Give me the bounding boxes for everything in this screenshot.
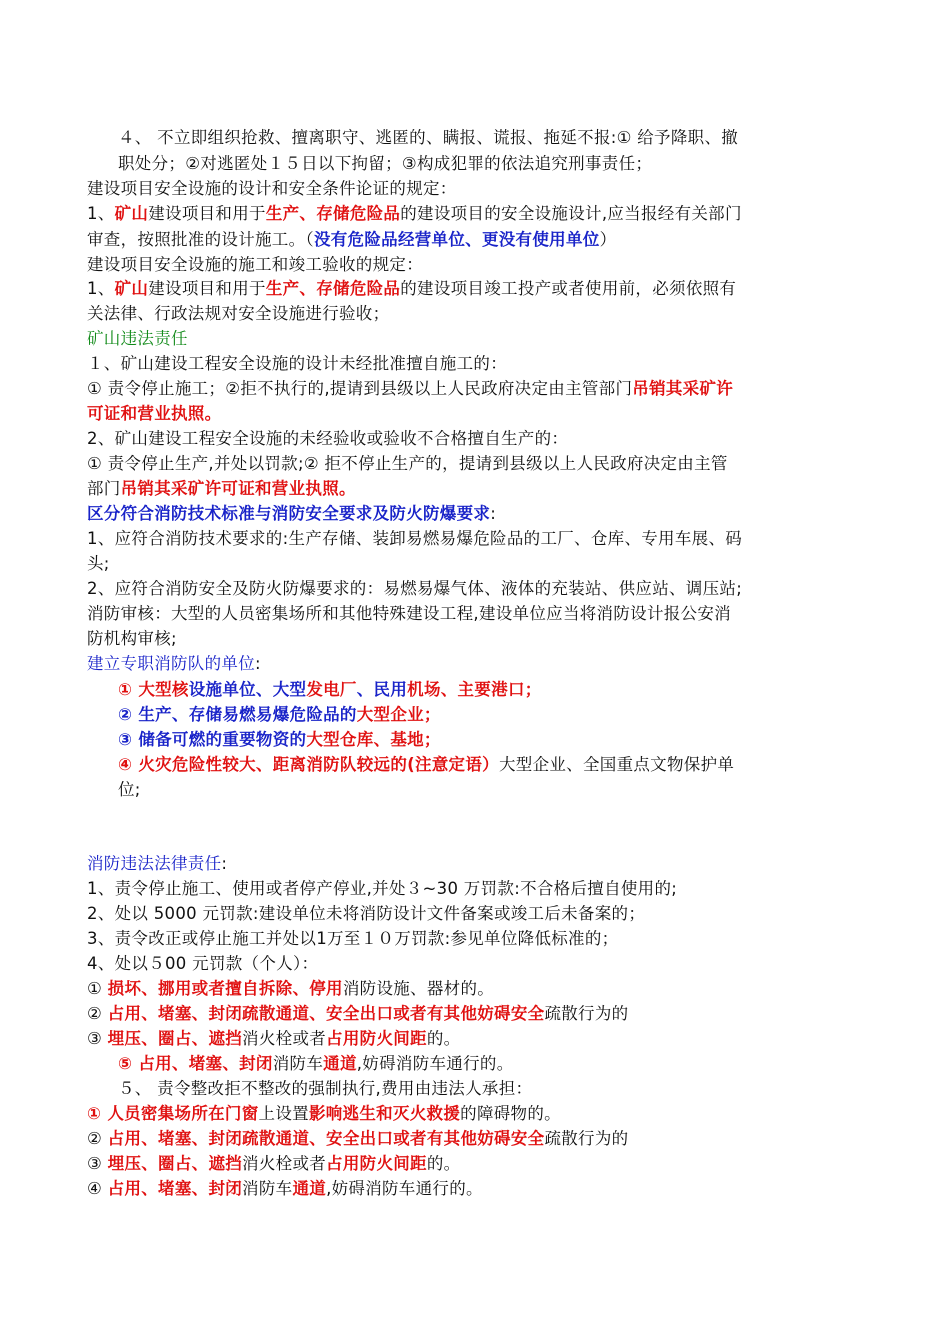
text: ②: [87, 1004, 108, 1023]
list-item: [87, 1102, 877, 1126]
list-item: [118, 753, 908, 777]
highlight-red: ⑤: [118, 1054, 139, 1073]
section-heading-blue: [87, 502, 877, 526]
section-heading: [87, 177, 877, 201]
paragraph-line: [87, 377, 877, 401]
section-heading-blue: [87, 652, 877, 676]
text: 建设项目和用于: [148, 204, 266, 223]
text: 位;: [118, 780, 141, 799]
highlight-red: 生产、存储危险品: [265, 279, 401, 298]
item-4-line-cont: [118, 152, 908, 176]
text: 的。: [426, 1154, 461, 1173]
text: 消防车: [272, 1054, 324, 1073]
text: 防机构审核;: [87, 629, 177, 648]
paragraph-line: [118, 1077, 908, 1101]
text: 1、: [87, 279, 115, 298]
list-item: [87, 1152, 877, 1176]
text: ①: [87, 979, 108, 998]
highlight-red: 矿山: [114, 204, 149, 223]
highlight-red: 吊销其采矿许可证和营业执照。: [120, 479, 356, 498]
text: ③: [87, 1029, 108, 1048]
text: 的建设项目的安全设施设计,应当报经有关部门: [400, 204, 742, 223]
text: １、矿山建设工程安全设施的设计未经批准擅自施工的：: [87, 354, 507, 373]
highlight-red: 通道: [292, 1179, 327, 1198]
text: 4、处以５00 元罚款（个人）：: [87, 954, 319, 973]
text: 审查，按照批准的设计施工。（: [87, 230, 314, 249]
paragraph-line: [87, 627, 877, 651]
text: 建立专职消防队的单位: [87, 654, 255, 673]
highlight-red: 大型仓库、基地；: [306, 730, 441, 749]
text: 疏散行为的: [544, 1129, 629, 1148]
paragraph-line: [87, 277, 877, 301]
highlight-red: 机场: [407, 680, 441, 699]
highlight-red: 占用、堵塞、封闭疏散通道、安全出口或者有其他妨碍安全: [107, 1004, 545, 1023]
text: 部门: [87, 479, 121, 498]
highlight-red: 发电厂: [306, 680, 357, 699]
highlight-red: 影响逃生和灭火救援: [308, 1104, 461, 1123]
text: ５、 责令整改拒不整改的强制执行,费用由违法人承担：: [118, 1079, 533, 1098]
text: ④: [87, 1179, 108, 1198]
paragraph-line: [87, 952, 877, 976]
highlight-blue: ② 生产、存储易燃易爆危险品的: [118, 705, 357, 724]
text: :: [221, 854, 228, 873]
paragraph-line: [87, 202, 877, 226]
text: 消防车: [242, 1179, 293, 1198]
text: 区分符合消防技术标准与消防安全要求及防火防爆要求: [87, 504, 491, 523]
text: ）: [599, 230, 617, 249]
text: 疏散行为的: [544, 1004, 629, 1023]
paragraph-line: [87, 477, 877, 501]
paragraph-line: [87, 402, 877, 426]
list-item: [118, 728, 908, 752]
section-heading-blue: [87, 852, 877, 876]
list-item: [87, 1127, 877, 1151]
item-4-line: [118, 126, 908, 150]
paragraph-line: [87, 228, 877, 252]
section-heading: [87, 253, 877, 277]
list-item: [118, 678, 908, 702]
paragraph-line: [87, 527, 877, 551]
list-item: [87, 1027, 877, 1051]
text: 3、责令改正或停止施工并处以1万至１０万罚款:参见单位降低标准的；: [87, 929, 619, 948]
text: 消防设施、器材的。: [342, 979, 495, 998]
list-item-cont: [118, 778, 908, 802]
list-item: [87, 1002, 877, 1026]
text: 头;: [87, 554, 110, 573]
text: 1、应符合消防技术要求的:生产存储、装卸易燃易爆危险品的工厂、仓库、专用车展、码: [87, 529, 743, 548]
highlight-red: 、主要港口；: [440, 680, 542, 699]
highlight-red: ① 大型核: [118, 680, 189, 699]
text: ③: [87, 1154, 108, 1173]
section-heading-green: [87, 327, 877, 351]
text: 上设置: [258, 1104, 309, 1123]
text: 1、责令停止施工、使用或者停产停业,并处３~30 万罚款:不合格后擅自使用的;: [87, 879, 678, 898]
list-item: [87, 977, 877, 1001]
paragraph-line: [87, 902, 877, 926]
text: ②: [87, 1129, 108, 1148]
text: :: [255, 654, 261, 673]
highlight-red: ④ 火灾危险性较大、距离消防队较远的(注意定语）: [118, 755, 499, 774]
text: 建设项目和用于: [148, 279, 266, 298]
highlight-red: 人员密集场所在门窗: [107, 1104, 259, 1123]
paragraph-line: [87, 552, 877, 576]
highlight-red: 占用、堵塞、封闭: [107, 1179, 243, 1198]
list-item: [118, 703, 908, 727]
text: 2、矿山建设工程安全设施的未经验收或验收不合格擅自生产的：: [87, 429, 569, 448]
list-item: [87, 1177, 877, 1201]
highlight-red: 损坏、挪用或者擅自拆除、停用: [107, 979, 343, 998]
text: ① 责令停止施工；②拒不执行的,提请到县级以上人民政府决定由主管部门: [87, 379, 633, 398]
text: 1、: [87, 204, 115, 223]
paragraph-line: [87, 877, 877, 901]
highlight-red: 矿山: [114, 279, 149, 298]
text: 大型企业、全国重点文物保护单: [498, 755, 735, 774]
highlight-blue: ③ 储备可燃的重要物资的: [118, 730, 307, 749]
highlight-red: 可证和营业执照。: [87, 404, 222, 423]
highlight-red: 生产、存储危险品: [265, 204, 401, 223]
highlight-red: 占用防火间距: [326, 1029, 427, 1048]
text: 建设项目安全设施的设计和安全条件论证的规定：: [87, 179, 457, 198]
highlight-red: 大型企业；: [356, 705, 441, 724]
highlight-red: 吊销其采矿许: [632, 379, 734, 398]
paragraph-line: [87, 602, 877, 626]
highlight-red: 占用、堵塞、封闭疏散通道、安全出口或者有其他妨碍安全: [107, 1129, 545, 1148]
highlight-red: 占用防火间距: [326, 1154, 427, 1173]
highlight-red: ①: [87, 1104, 108, 1123]
text: 的。: [426, 1029, 461, 1048]
text: 消火栓或者: [242, 1029, 327, 1048]
text: 的建设项目竣工投产或者使用前，必须依照有: [400, 279, 737, 298]
text: 消火栓或者: [242, 1154, 327, 1173]
highlight-blue: 没有危险品经营单位、更没有使用单位: [313, 230, 600, 249]
highlight-red: 埋压、圈占、遮挡: [107, 1029, 243, 1048]
text: 消防审核：大型的人员密集场所和其他特殊建设工程,建设单位应当将消防设计报公安消: [87, 604, 731, 623]
text: 建设项目安全设施的施工和竣工验收的规定：: [87, 255, 423, 274]
text: 关法律、行政法规对安全设施进行验收；: [87, 304, 390, 323]
list-item: [118, 1052, 908, 1076]
highlight-red: 埋压、圈占、遮挡: [107, 1154, 243, 1173]
text: ,妨碍消防车通行的。: [356, 1054, 514, 1073]
text: 2、处以 5000 元罚款:建设单位未将消防设计文件备案或竣工后未备案的；: [87, 904, 646, 923]
text: ① 责令停止生产,并处以罚款;② 拒不停止生产的，提请到县级以上人民政府决定由主管: [87, 454, 728, 473]
text: 职处分；②对逃匿处１５日以下拘留；③构成犯罪的依法追究刑事责任；: [118, 154, 653, 173]
paragraph-line: [87, 427, 877, 451]
highlight-blue: 、民用: [356, 680, 408, 699]
text: ,妨碍消防车通行的。: [326, 1179, 483, 1198]
paragraph-line: [87, 452, 877, 476]
text: 2、应符合消防安全及防火防爆要求的：易燃易爆气体、液体的充装站、供应站、调压站;: [87, 579, 743, 598]
highlight-red: 通道: [323, 1054, 357, 1073]
highlight-blue: 设施单位、大型: [188, 680, 307, 699]
paragraph-line: [87, 577, 877, 601]
text: :: [490, 504, 497, 523]
highlight-red: 占用、堵塞、封闭: [138, 1054, 273, 1073]
text: 消防违法法律责任: [87, 854, 222, 873]
paragraph-line: [87, 302, 877, 326]
text: 矿山违法责任: [87, 329, 188, 348]
paragraph-line: [87, 927, 877, 951]
text: 的障碍物的。: [460, 1104, 561, 1123]
paragraph-line: [87, 352, 877, 376]
text: ４、 不立即组织抢救、擅离职守、逃匿的、瞒报、谎报、拖延不报:① 给予降职、撤: [118, 128, 739, 147]
